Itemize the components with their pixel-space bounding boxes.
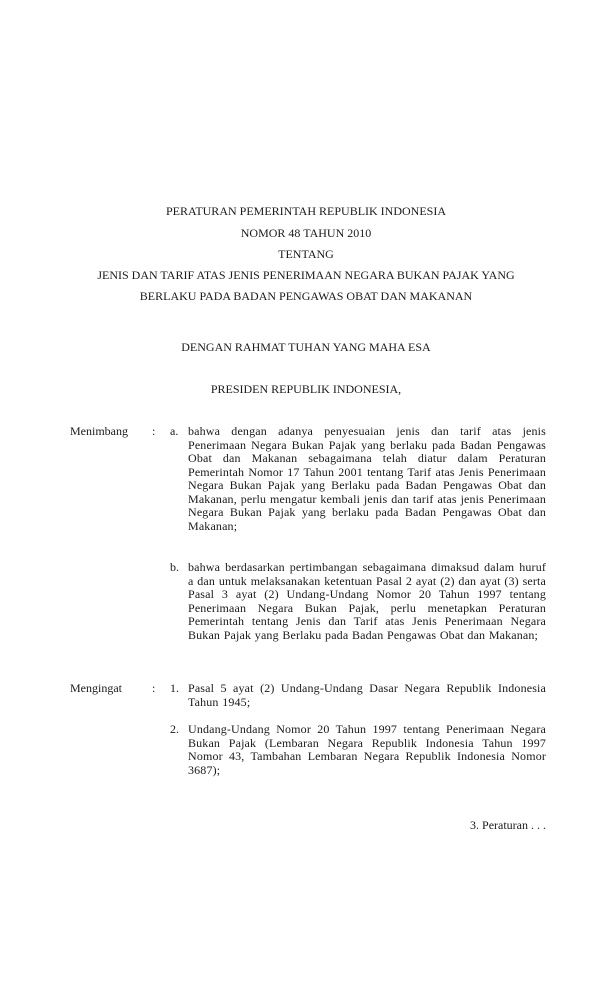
regulation-number: NOMOR 48 TAHUN 2010 xyxy=(240,226,372,240)
item-number: 1. xyxy=(170,681,179,695)
regulation-subject-line2: BERLAKU PADA BADAN PENGAWAS OBAT DAN MAKANAN xyxy=(139,289,473,303)
regulation-subject-line1: JENIS DAN TARIF ATAS JENIS PENERIMAAN NEGARA BUKAN PAJAK YANG xyxy=(97,268,515,282)
mengingat-item-2: Undang-Undang Nomor 20 Tahun 1997 tentang Penerimaan Negara Bukan Pajak (Lembaran Negara Republik Indonesia Tahun 1997 Nomor 43, Tambahan Lembaran Negara Republik Indonesia Nomor 3687); xyxy=(188,722,546,777)
page-continuation: 3. Peraturan . . . xyxy=(470,818,546,832)
item-number: a. xyxy=(170,424,179,438)
menimbang-colon: : xyxy=(152,424,156,438)
menimbang-item-b: bahwa berdasarkan pertimbangan sebagaimana dimaksud dalam huruf a dan untuk melaksanakan ketentuan Pasal 2 ayat (2) dan ayat (3) serta Pasal 3 ayat (2) Undang-Undang Nomor 20 Tahun 1997 tentang Penerimaan Negara Bukan Pajak, perlu menetapkan Peraturan Pemerintah tentang Jenis dan Tarif atas Jenis Penerimaan Negara Bukan Pajak yang Berlaku pada Badan Pengawas Obat dan Makanan; xyxy=(188,560,546,642)
mengingat-label: Mengingat xyxy=(70,681,122,695)
item-number: b. xyxy=(170,560,179,574)
mengingat-item-1: Pasal 5 ayat (2) Undang-Undang Dasar Negara Republik Indonesia Tahun 1945; xyxy=(188,681,546,709)
menimbang-label: Menimbang xyxy=(70,424,128,438)
item-number: 2. xyxy=(170,722,179,736)
regulation-title: PERATURAN PEMERINTAH REPUBLIK INDONESIA xyxy=(165,204,447,218)
menimbang-item-a: bahwa dengan adanya penyesuaian jenis dan tarif atas jenis Penerimaan Negara Bukan Pajak yang berlaku pada Badan Pengawas Obat dan Makanan sebagaimana telah diatur dalam Peraturan Pemerintah Nomor 17 Tahun 2001 tentang Tarif atas Jenis Penerimaan Negara Bukan Pajak yang Berlaku pada Badan Pengawas Obat dan Makanan, perlu mengatur kembali jenis dan tarif atas jenis Penerimaan Negara Bukan Pajak yang berlaku pada Badan Pengawas Obat dan Makanan; xyxy=(188,424,546,533)
invocation: DENGAN RAHMAT TUHAN YANG MAHA ESA xyxy=(181,340,431,354)
tentang-heading: TENTANG xyxy=(278,247,334,261)
mengingat-colon: : xyxy=(152,681,156,695)
president-heading: PRESIDEN REPUBLIK INDONESIA, xyxy=(210,382,402,396)
